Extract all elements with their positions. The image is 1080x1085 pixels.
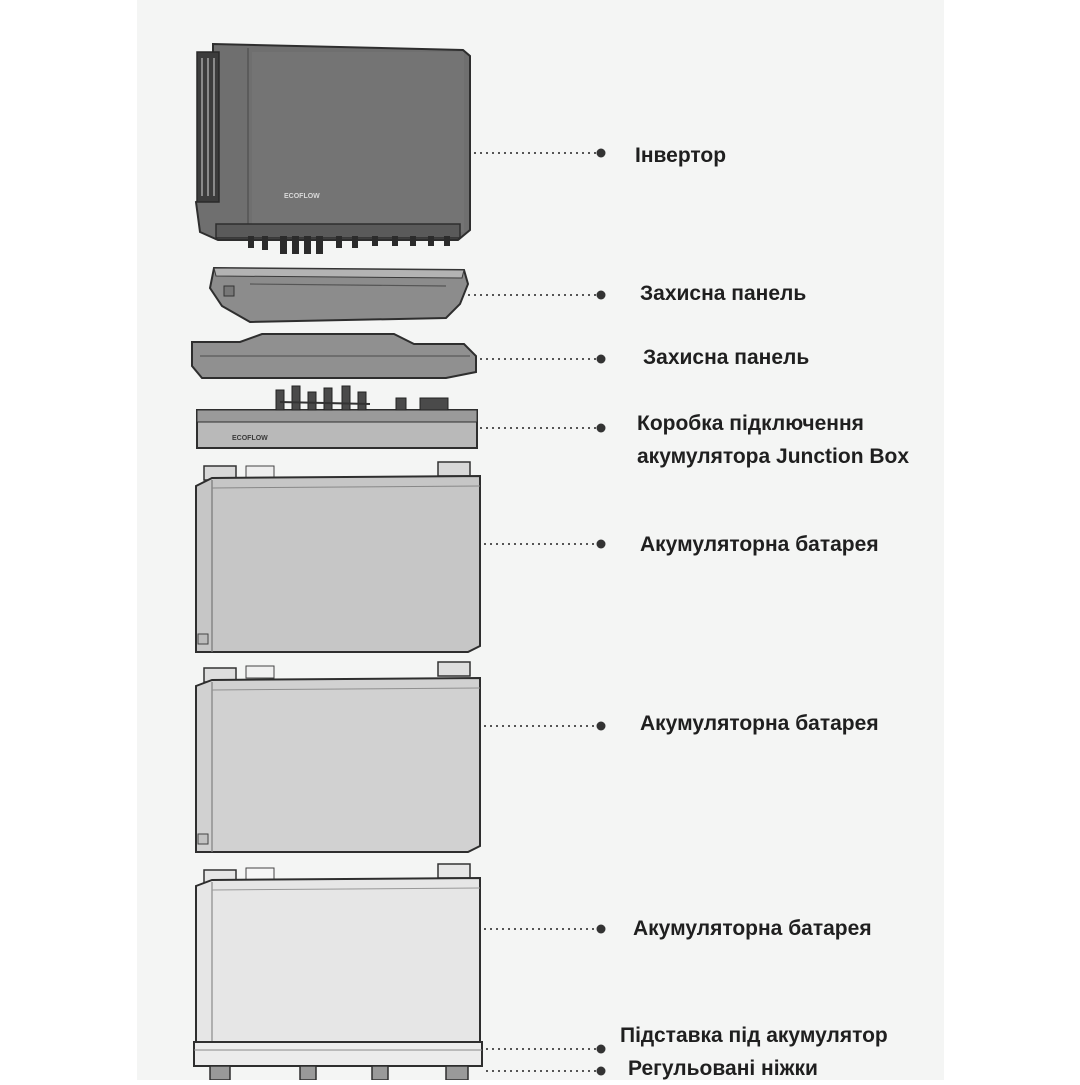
protective-panel-2-illustration bbox=[192, 334, 476, 378]
leader-dot-inverter bbox=[597, 149, 606, 158]
label-battery-stand: Підставка під акумулятор bbox=[620, 1024, 888, 1047]
leader-dot-junction-box bbox=[597, 424, 606, 433]
label-junction-box-line1: Коробка підключення bbox=[637, 412, 864, 435]
junction-box-illustration bbox=[197, 386, 477, 448]
label-battery-3: Акумуляторна батарея bbox=[633, 917, 872, 940]
adjustable-feet-illustration bbox=[210, 1066, 468, 1080]
battery-2-illustration bbox=[196, 662, 480, 852]
leader-dot-battery-stand bbox=[597, 1045, 606, 1054]
label-inverter: Інвертор bbox=[635, 144, 727, 167]
leader-dot-protective-panel-1 bbox=[597, 291, 606, 300]
battery-stand-illustration bbox=[194, 1042, 482, 1066]
leader-dot-battery-2 bbox=[597, 722, 606, 731]
inverter-brand-text: ECOFLOW bbox=[284, 193, 320, 200]
label-protective-panel-2: Захисна панель bbox=[643, 346, 810, 369]
leader-dot-battery-1 bbox=[597, 540, 606, 549]
inverter-illustration bbox=[196, 44, 470, 254]
label-adjustable-feet: Регульовані ніжки bbox=[628, 1057, 818, 1080]
battery-1-illustration bbox=[196, 462, 480, 652]
label-battery-1: Акумуляторна батарея bbox=[640, 533, 879, 556]
leader-dot-battery-3 bbox=[597, 925, 606, 934]
protective-panel-1-illustration bbox=[210, 268, 468, 322]
leader-dot-adjustable-feet bbox=[597, 1067, 606, 1076]
label-junction-box-line2: акумулятора Junction Box bbox=[637, 445, 910, 468]
label-battery-2: Акумуляторна батарея bbox=[640, 712, 879, 735]
battery-3-illustration bbox=[196, 864, 480, 1042]
junction-box-brand-text: ECOFLOW bbox=[232, 435, 268, 442]
label-protective-panel-1: Захисна панель bbox=[640, 282, 807, 305]
leader-dot-protective-panel-2 bbox=[597, 355, 606, 364]
